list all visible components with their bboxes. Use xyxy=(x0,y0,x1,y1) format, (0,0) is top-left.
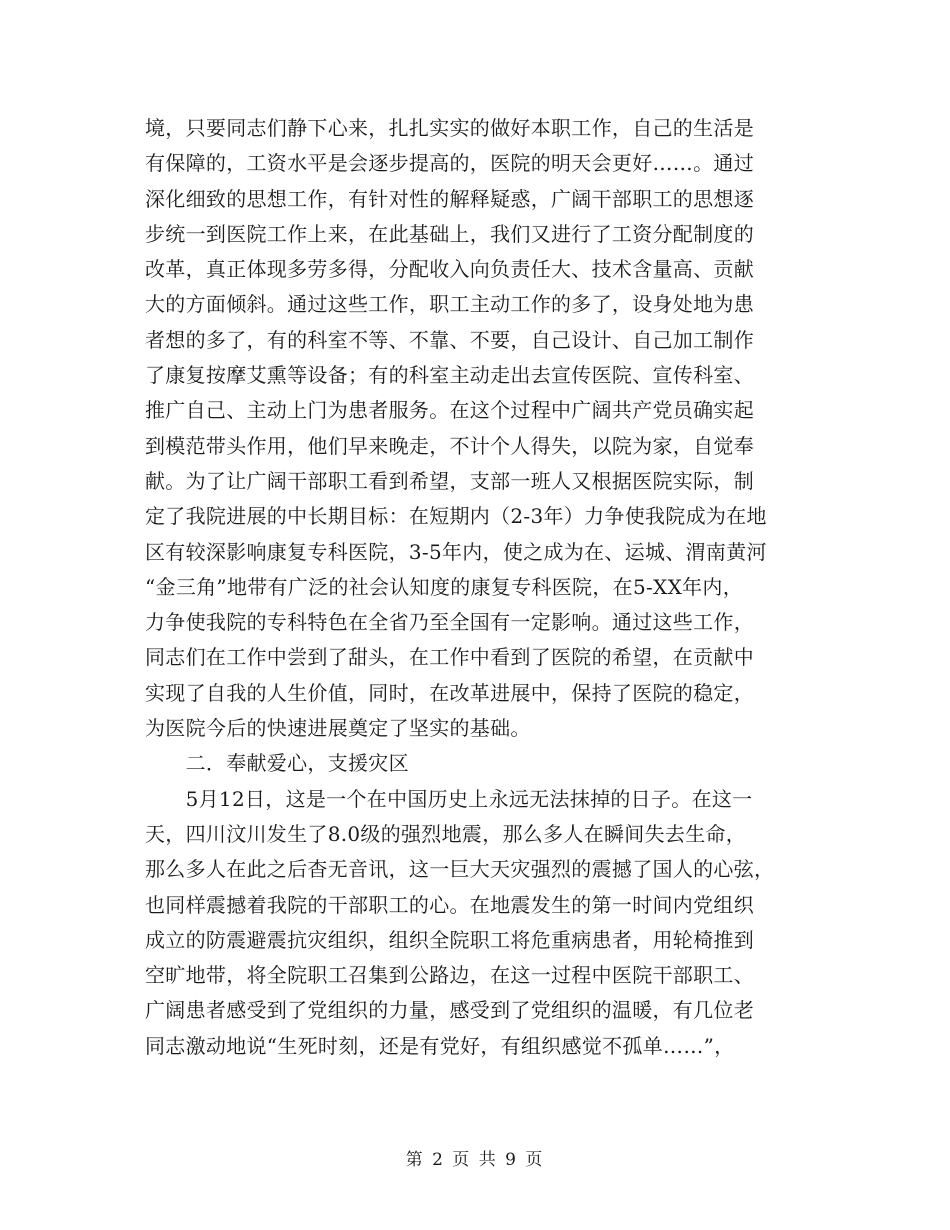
text-line: 那么多人在此之后杳无音讯，这一巨大天灾强烈的震撼了国人的心弦， xyxy=(145,857,775,882)
text-line: 境，只要同志们静下心来，扎扎实实的做好本职工作，自己的生活是 xyxy=(145,116,754,140)
text-line: 到模范带头作用，他们早来晚走，不计个人得失，以院为家，自觉奉 xyxy=(145,433,754,458)
text-line: 力争使我院的专科特色在全省乃至全国有一定影响。通过这些工作， xyxy=(145,610,754,635)
text-line: 定了我院进展的中长期目标：在短期内（2-3年）力争使我院成为在地 xyxy=(145,504,767,529)
text-line: 成立的防震避震抗灾组织，组织全院职工将危重病患者，用轮椅推到 xyxy=(145,927,754,952)
text-line: 同志们在工作中尝到了甜头，在工作中看到了医院的希望，在贡献中 xyxy=(145,645,754,670)
text-line: 改革，真正体现多劳多得，分配收入向负责任大、技术含量高、贡献 xyxy=(145,257,754,282)
text-line: 空旷地带，将全院职工召集到公路边，在这一过程中医院干部职工、 xyxy=(145,963,754,988)
text-line: 同志激动地说“生死时刻，还是有党好，有组织感觉不孤单……”， xyxy=(145,1033,735,1058)
text-line: 献。为了让广阔干部职工看到希望，支部一班人又根据医院实际，制 xyxy=(145,468,754,493)
text-line: 区有较深影响康复专科医院，3-5年内，使之成为在、运城、渭南黄河 xyxy=(145,539,767,564)
text-line: 5月12日，这是一个在中国历史上永远无法抹掉的日子。在这一 xyxy=(145,786,753,811)
text-line: 推广自己、主动上门为患者服务。在这个过程中广阔共产党员确实起 xyxy=(145,398,754,423)
section-heading: 二．奉献爱心，支援灾区 xyxy=(145,751,409,776)
body-text xyxy=(145,111,805,1064)
text-line: 实现了自我的人生价值，同时，在改革进展中，保持了医院的稳定， xyxy=(145,680,754,705)
text-line: 天，四川汶川发生了8.0级的强烈地震，那么多人在瞬间失去生命， xyxy=(145,821,747,846)
text-line: “金三角”地带有广泛的社会认知度的康复专科医院，在5-XX年内， xyxy=(145,574,744,599)
text-line: 了康复按摩艾熏等设备；有的科室主动走出去宣传医院、宣传科室、 xyxy=(145,363,754,388)
page-footer: 第 2 页 共 9 页 xyxy=(405,1150,545,1170)
text-line: 也同样震撼着我院的干部职工的心。在地震发生的第一时间内党组织 xyxy=(145,892,754,917)
text-line: 广阔患者感受到了党组织的力量，感受到了党组织的温暖，有几位老 xyxy=(145,998,754,1023)
text-line: 大的方面倾斜。通过这些工作，职工主动工作的多了，设身处地为患 xyxy=(145,292,754,317)
text-line: 为医院今后的快速进展奠定了坚实的基础。 xyxy=(145,716,531,741)
text-line: 步统一到医院工作上来，在此基础上，我们又进行了工资分配制度的 xyxy=(145,221,754,246)
text-line: 深化细致的思想工作，有针对性的解释疑惑，广阔干部职工的思想逐 xyxy=(145,186,754,211)
text-line: 有保障的，工资水平是会逐步提高的，医院的明天会更好……。通过 xyxy=(145,151,754,176)
text-line: 者想的多了，有的科室不等、不靠、不要，自己设计、自己加工制作 xyxy=(145,327,754,352)
